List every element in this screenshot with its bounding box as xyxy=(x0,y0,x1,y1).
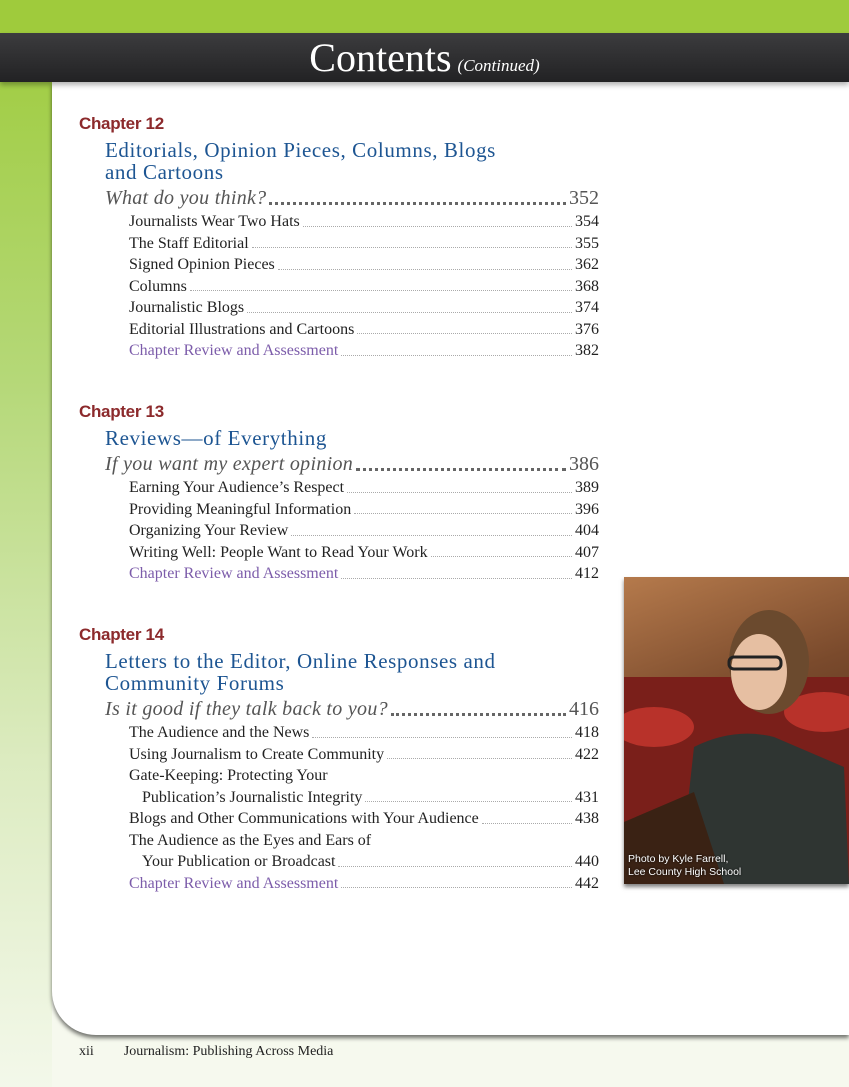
footer-page-number: xii xyxy=(79,1044,94,1059)
student-photo xyxy=(624,577,849,884)
leader-dots xyxy=(482,808,572,824)
entry-title: Earning Your Audience’s Respect xyxy=(129,479,345,496)
entry-title: Chapter Review and Assessment xyxy=(129,874,339,892)
leader-dots xyxy=(303,211,572,227)
leader-dots xyxy=(387,744,572,760)
entry-title: Organizing Your Review xyxy=(129,522,289,539)
title-line: Editorials, Opinion Pieces, Columns, Blogs xyxy=(105,138,496,162)
toc-entry[interactable] xyxy=(129,319,599,341)
page-number: 382 xyxy=(575,342,599,359)
entry-title: Journalists Wear Two Hats xyxy=(129,213,300,230)
title-line: Letters to the Editor, Online Responses and xyxy=(105,649,496,673)
leader-dots xyxy=(190,276,572,292)
leader-dots xyxy=(312,722,572,738)
leader-dots xyxy=(269,186,566,205)
toc-entry[interactable] xyxy=(129,233,599,255)
entry-title-line1[interactable]: The Audience as the Eyes and Ears of xyxy=(129,831,372,849)
leader-dots xyxy=(356,452,566,471)
entry-title-line1[interactable]: Gate-Keeping: Protecting Your xyxy=(129,767,328,784)
entry-title: Providing Meaningful Information xyxy=(129,500,352,518)
page-number: 416 xyxy=(569,698,599,720)
entry-title: Chapter Review and Assessment xyxy=(129,342,339,359)
page-number: 407 xyxy=(575,543,599,561)
toc-entry[interactable] xyxy=(129,542,599,564)
chapter-title[interactable] xyxy=(105,139,599,183)
leader-dots xyxy=(347,477,572,493)
section-entry[interactable] xyxy=(105,452,599,477)
leader-dots xyxy=(341,563,572,579)
page-number: 362 xyxy=(575,256,599,273)
footer-book-title: Journalism: Publishing Across Media xyxy=(123,1044,334,1059)
title-line: Community Forums xyxy=(105,671,285,695)
entry-title: Journalistic Blogs xyxy=(129,299,245,316)
section-title: Is it good if they talk back to you? xyxy=(105,698,388,720)
leader-dots xyxy=(391,697,566,716)
section-title: What do you think? xyxy=(105,187,267,209)
page-number: 355 xyxy=(575,234,599,252)
chapter-14 xyxy=(79,625,599,894)
review-entry[interactable] xyxy=(129,873,599,895)
page-number: 442 xyxy=(575,874,599,892)
chapter-label: Chapter 12 xyxy=(79,114,164,133)
entry-title: Chapter Review and Assessment xyxy=(129,565,339,582)
page-title: Contents xyxy=(309,35,452,80)
title-line: Reviews—of Everything xyxy=(105,426,327,450)
page-number: 440 xyxy=(575,853,599,870)
leader-dots xyxy=(338,851,572,867)
page-subtitle: (Continued) xyxy=(457,56,540,75)
leader-dots xyxy=(431,542,572,558)
toc-entry[interactable] xyxy=(129,254,599,276)
page-number: 352 xyxy=(569,187,599,209)
entry-title: Publication’s Journalistic Integrity xyxy=(142,788,363,806)
leader-dots xyxy=(357,319,572,335)
toc-entry[interactable] xyxy=(142,851,599,873)
chapter-label: Chapter 13 xyxy=(79,402,164,421)
top-band xyxy=(0,0,849,34)
toc-entry[interactable] xyxy=(129,808,599,830)
title-line: and Cartoons xyxy=(105,160,224,184)
entry-title: The Audience and the News xyxy=(129,724,310,741)
page-number: 386 xyxy=(569,453,599,475)
section-entry[interactable] xyxy=(105,186,599,211)
page-number: 354 xyxy=(575,213,599,230)
leader-dots xyxy=(291,520,572,536)
section-entry[interactable] xyxy=(105,697,599,722)
leader-dots xyxy=(365,787,572,803)
photo-caption xyxy=(628,853,741,879)
entry-title: Your Publication or Broadcast xyxy=(142,853,336,870)
page-number: 376 xyxy=(575,320,599,338)
chapter-title[interactable] xyxy=(105,427,599,449)
entry-title: Using Journalism to Create Community xyxy=(129,745,385,763)
review-entry[interactable] xyxy=(129,563,599,585)
leader-dots xyxy=(278,254,572,270)
toc-entry[interactable] xyxy=(129,744,599,766)
entry-title: Blogs and Other Communications with Your Audience xyxy=(129,810,479,827)
photo-illustration xyxy=(624,577,849,884)
caption-line: Lee County High School xyxy=(628,866,742,878)
entry-title: Writing Well: People Want to Read Your Work xyxy=(129,543,428,561)
chapter-12 xyxy=(79,114,599,362)
page-number: 412 xyxy=(575,565,599,582)
page-number: 422 xyxy=(575,745,599,763)
page-number: 418 xyxy=(575,724,599,741)
toc-entry[interactable] xyxy=(129,297,599,319)
entry-title: The Staff Editorial xyxy=(129,234,249,252)
chapter-label: Chapter 14 xyxy=(79,625,164,644)
side-decoration xyxy=(0,0,52,1087)
caption-line: Photo by Kyle Farrell, xyxy=(628,853,729,865)
chapter-title[interactable] xyxy=(105,650,599,694)
section-title: If you want my expert opinion xyxy=(105,453,354,475)
toc-entry[interactable] xyxy=(129,722,599,744)
toc-entry[interactable] xyxy=(129,276,599,298)
entry-title: Signed Opinion Pieces xyxy=(129,256,275,273)
leader-dots xyxy=(341,340,572,356)
page-number: 431 xyxy=(575,788,599,806)
toc-entry[interactable] xyxy=(129,211,599,233)
entry-title: Columns xyxy=(129,277,187,295)
page-number: 389 xyxy=(575,479,599,496)
page-number: 396 xyxy=(575,500,599,518)
page-footer xyxy=(79,1044,333,1060)
toc-entry[interactable] xyxy=(129,499,599,521)
entry-title: Editorial Illustrations and Cartoons xyxy=(129,320,355,338)
review-entry[interactable] xyxy=(129,340,599,362)
chapter-13 xyxy=(79,402,599,585)
page-number: 374 xyxy=(575,299,599,316)
page-number: 404 xyxy=(575,522,599,539)
toc-entry[interactable] xyxy=(129,477,599,499)
leader-dots xyxy=(247,297,572,313)
page-number: 438 xyxy=(575,810,599,827)
toc-entry[interactable] xyxy=(142,787,599,809)
leader-dots xyxy=(341,873,572,889)
leader-dots xyxy=(252,233,572,249)
toc-entry[interactable] xyxy=(129,520,599,542)
header-bar xyxy=(0,33,849,82)
leader-dots xyxy=(354,499,572,515)
page-number: 368 xyxy=(575,277,599,295)
